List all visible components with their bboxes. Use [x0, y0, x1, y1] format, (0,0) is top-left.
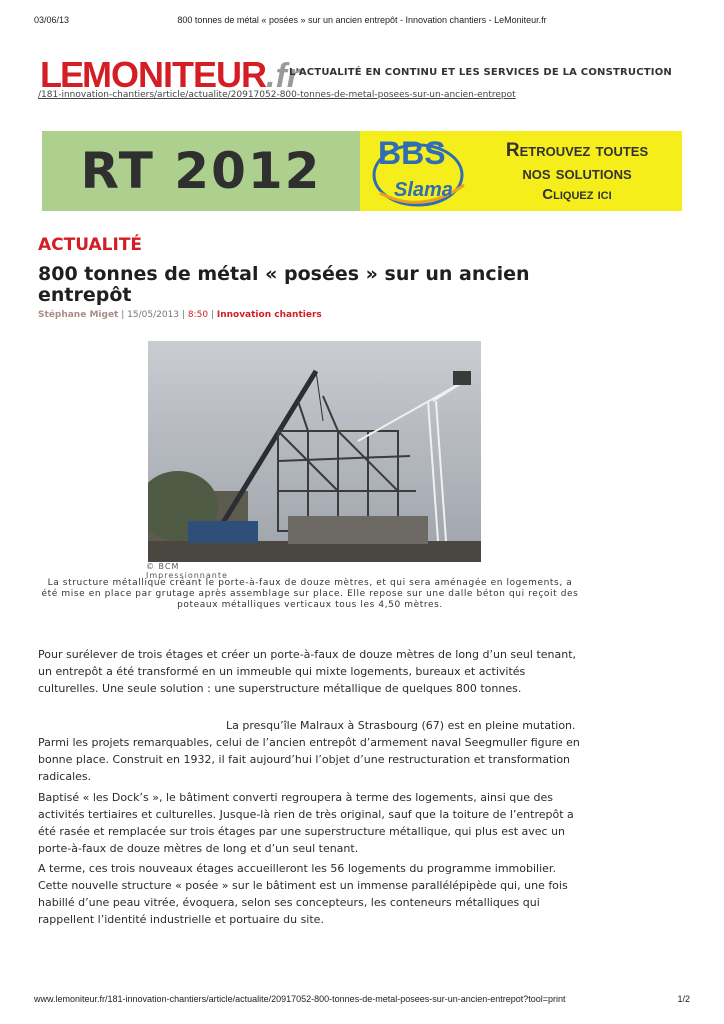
- section-label: ACTUALITÉ: [38, 235, 143, 255]
- site-logo[interactable]: [40, 54, 301, 95]
- print-page-number: 1/2: [677, 994, 690, 1004]
- article-category[interactable]: Innovation chantiers: [216, 310, 322, 320]
- logo-fr: .fr: [266, 57, 301, 95]
- article-byline: [38, 310, 322, 320]
- print-page-title: 800 tonnes de métal « posées » sur un ancien entrepôt - Innovation chantiers - LeMoniteur.fr: [177, 15, 547, 25]
- article-time: 8:50: [187, 310, 209, 320]
- article-paragraph: [38, 717, 588, 785]
- cta-line1: Retrouvez toutes: [505, 140, 649, 161]
- logo-le: LE: [40, 54, 83, 95]
- article-photo: [148, 341, 481, 562]
- photo-credit-line1: © BCM: [146, 562, 180, 571]
- logo-moniteur: MONITEUR: [82, 54, 267, 95]
- cta-line2: nos solutions: [522, 163, 632, 184]
- banner-cta[interactable]: [480, 139, 674, 205]
- photo-credit-line2: Impressionnante: [146, 571, 228, 580]
- construction-site-photo-icon: [148, 341, 481, 562]
- cta-click-here[interactable]: Cliquez ici: [542, 186, 612, 203]
- photo-caption: La structure métallique créant le porte-à-faux de douze mètres, et qui sera aménagée en logements, a été mise en place par grutage après assemblage sur place. Elle repose sur une dalle béton qui reçoit des poteaux métalliques verticaux tous les 4,50 mètres.: [41, 578, 579, 610]
- article-paragraph: Baptisé « les Dock’s », le bâtiment converti regroupera à terme des logements, ainsi que des activités tertiaires et culturelles. Jusque-là rien de très original, sauf que la toiture de l’entrepôt a été rasée et remplacée sur trois étages par une superstructure métallique, qui plus est avec un porte-à-faux de douze mètres de long et d’un seul tenant.: [38, 791, 574, 855]
- article-paragraph-text: La presqu’île Malraux à Strasbourg (67) est en pleine mutation. Parmi les projets remarquables, celui de l’ancien entrepôt d’armement naval Seegmuller figure en bonne place. Construit en 1932, il fait aujourd’hui l’objet d’une restructuration et transformation radicales.: [38, 719, 580, 783]
- bbs-brand: Slama: [394, 179, 453, 201]
- article-date: 15/05/2013: [127, 310, 180, 320]
- byline-sep: |: [121, 310, 125, 320]
- banner-rt2012: RT 2012: [42, 131, 360, 211]
- site-tagline: L'ACTUALITÉ EN CONTINU ET LES SERVICES DE LA CONSTRUCTION: [289, 67, 672, 78]
- article-paragraph: A terme, ces trois nouveaux étages accueilleront les 56 logements du programme immobilier. Cette nouvelle structure « posée » sur le bâtiment est un immense parallélépipède qui, une fois habillé d’une peau vitrée, évoquera, selon ses concepteurs, les conteneurs métalliques qui rappellent l’identité industrielle et portuaire du site.: [38, 862, 568, 926]
- bbs-letters: BBS: [378, 135, 446, 171]
- print-date: 03/06/13: [34, 15, 70, 25]
- print-url: www.lemoniteur.fr/181-innovation-chantiers/article/actualite/20917052-800-tonnes-de-metal-posees-sur-un-ancien-entrepot?tool=print: [34, 994, 566, 1004]
- byline-sep: |: [210, 310, 214, 320]
- article-paragraph: Pour surélever de trois étages et créer un porte-à-faux de douze mètres de long d’un seul tenant, un entrepôt a été transformé en un immeuble qui mixte logements, bureaux et activités culturelles. Une seule solution : une superstructure métallique de quelques 800 tonnes.: [38, 648, 577, 695]
- ad-banner[interactable]: [42, 131, 682, 211]
- byline-sep: |: [181, 310, 185, 320]
- article-author[interactable]: Stéphane Miget: [38, 310, 119, 320]
- article-url-link[interactable]: /181-innovation-chantiers/article/actualite/20917052-800-tonnes-de-metal-posees-sur-un-ancien-entrepot: [38, 90, 516, 100]
- article-title: 800 tonnes de métal « posées » sur un ancien entrepôt: [38, 263, 530, 306]
